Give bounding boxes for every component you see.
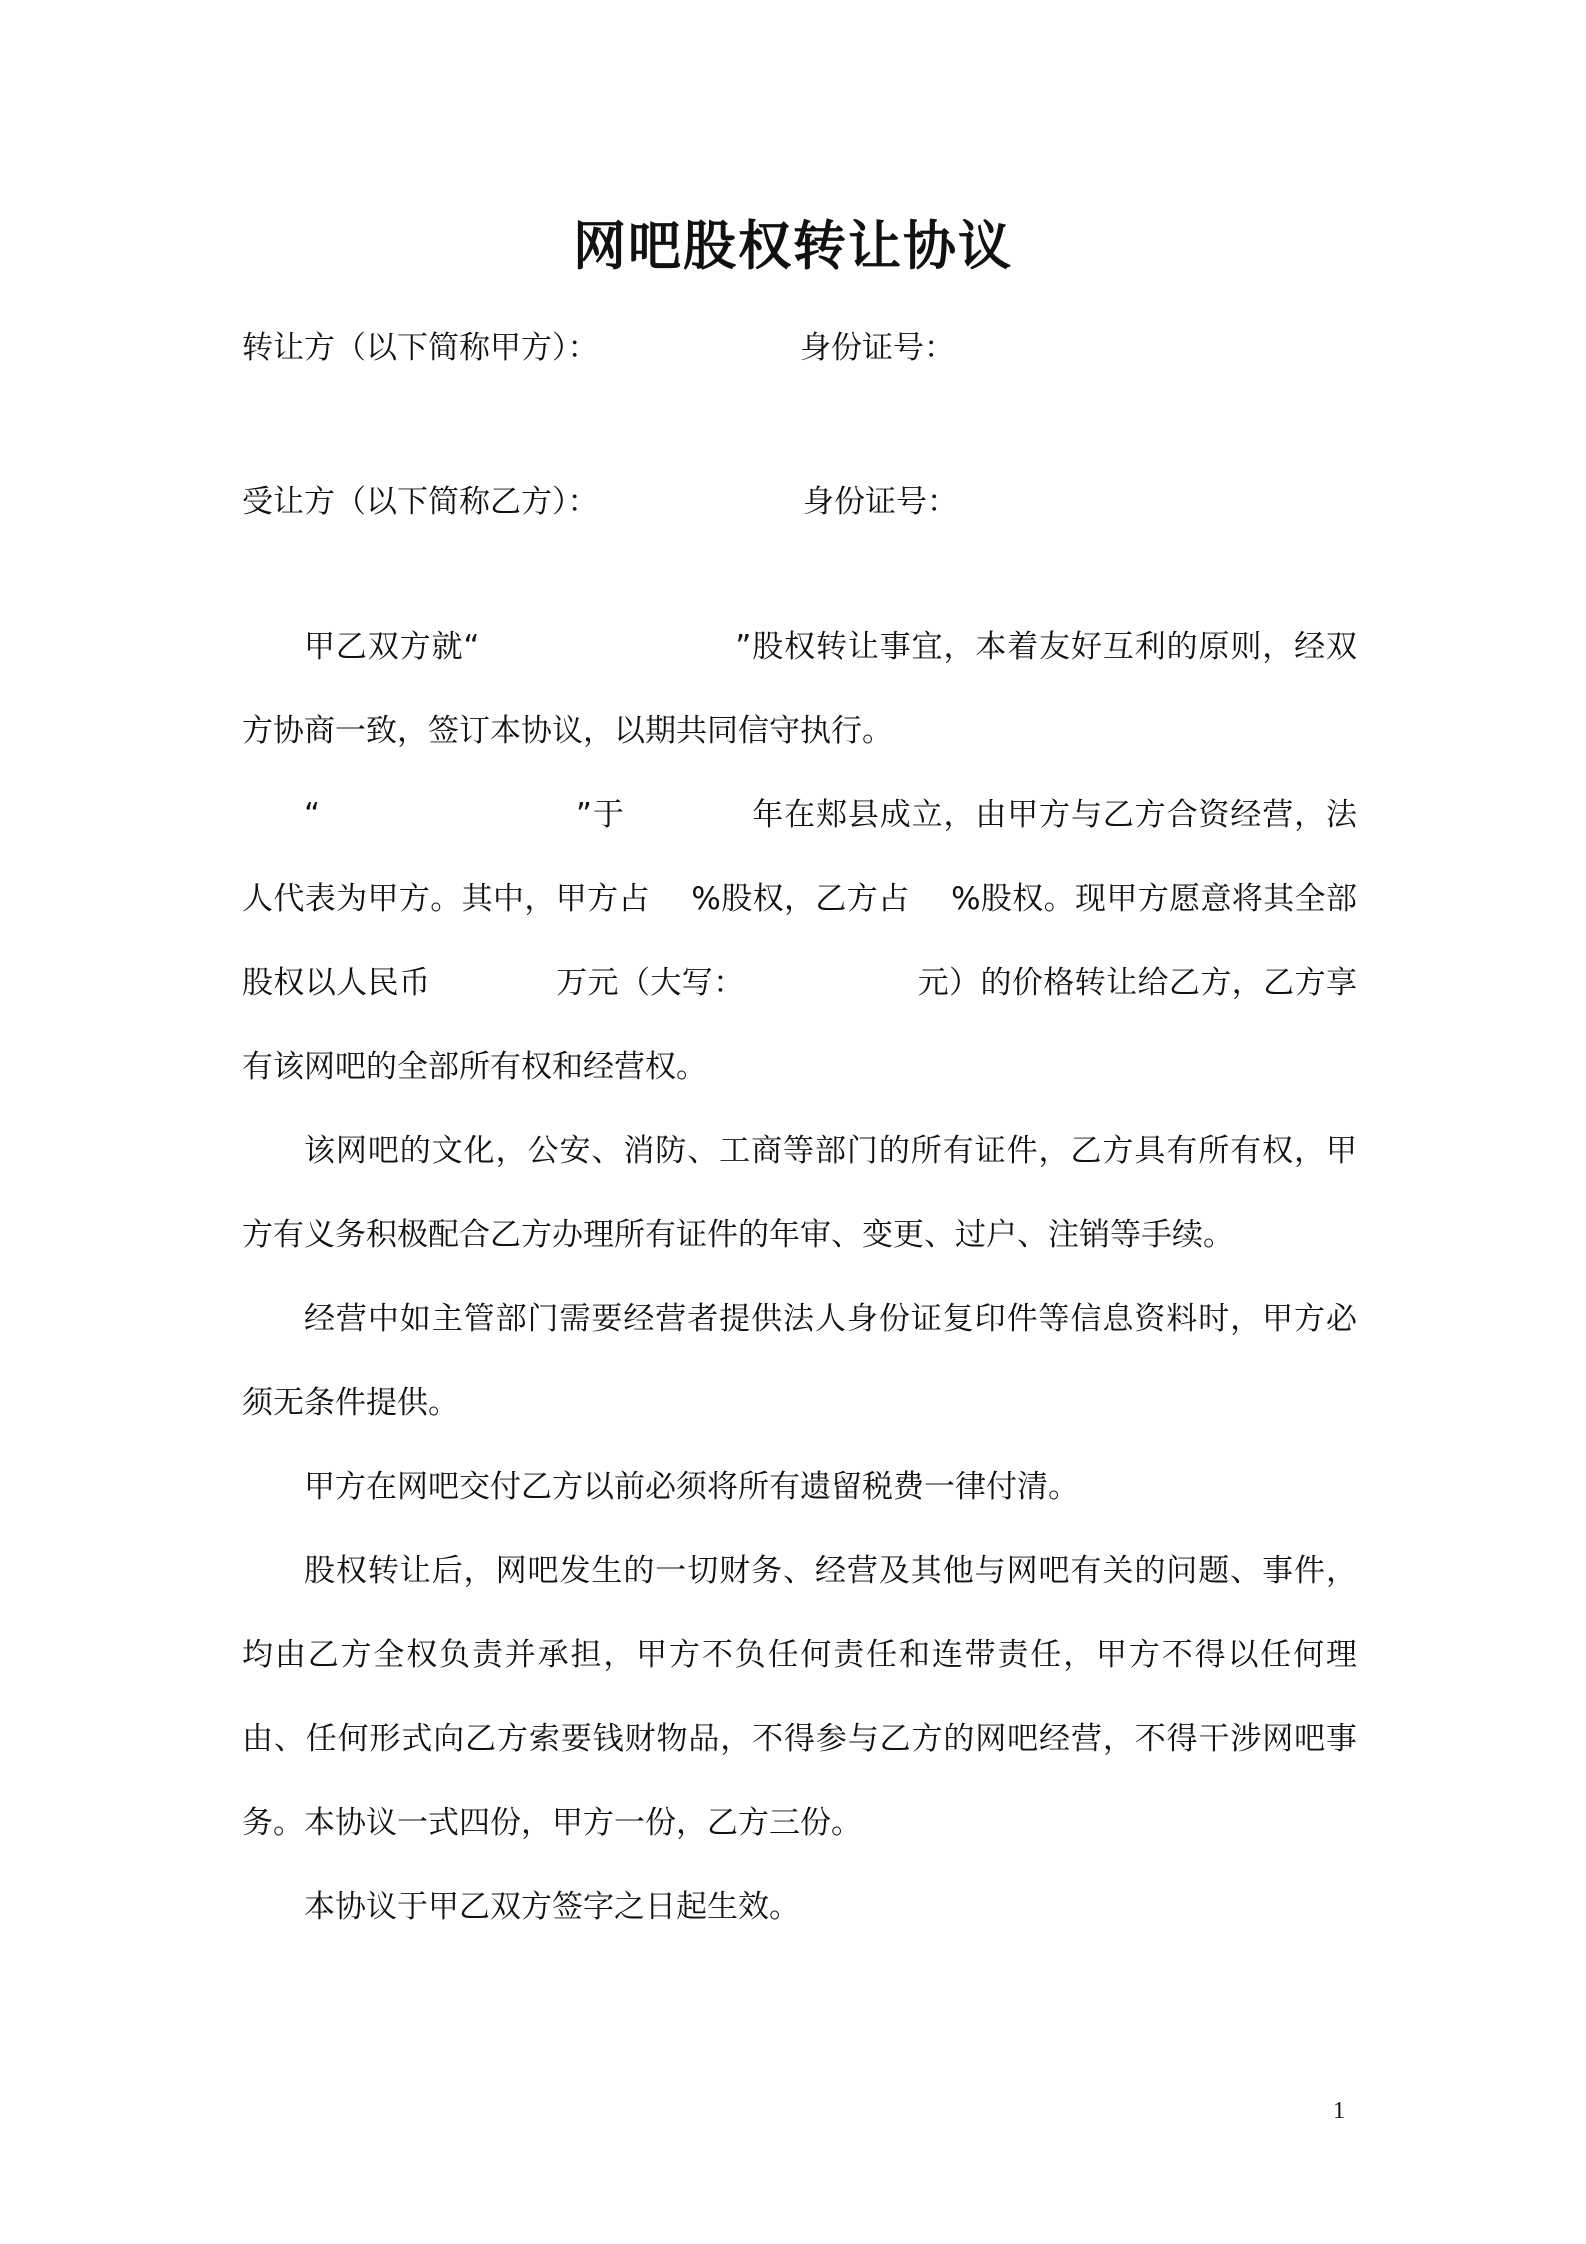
transferor-id-label: 身份证号： <box>800 330 955 366</box>
paragraph-intro: 甲乙双方就“ ”股权转让事宜，本着友好互利的原则，经双方协商一致，签订本协议，以期共同信守执行。 <box>242 629 1357 749</box>
transferee-label: 受让方（以下简称乙方）： <box>242 484 599 520</box>
paragraph-equity-price: “ ”于 年在郏县成立，由甲方与乙方合资经营，法人代表为甲方。其中，甲方占 %股权，乙方占 %股权。现甲方愿意将其全部股权以人民币 万元（大写： 元）的价格转让给乙方，乙方享有该网吧的全部所有权和经营权。 <box>242 797 1357 1085</box>
transferor-label: 转让方（以下简称甲方）： <box>242 330 599 366</box>
paragraph-copies: 本协议一式四份，甲方一份，乙方三份。 <box>304 1805 862 1841</box>
paragraph-liability: 股权转让后，网吧发生的一切财务、经营及其他与网吧有关的问题、事件，均由乙方全权负责并承担，甲方不负任何责任和连带责任，甲方不得以任何理由、任何形式向乙方索要钱财物品，不得参与乙方的网吧经营，不得干涉网吧事务。 <box>242 1553 1357 1841</box>
paragraph-licenses: 该网吧的文化，公安、消防、工商等部门的所有证件，乙方具有所有权，甲方有义务积极配合乙方办理所有证件的年审、变更、过户、注销等手续。 <box>242 1133 1357 1253</box>
paragraph-effective-date: 本协议于甲乙双方签字之日起生效。 <box>304 1889 800 1925</box>
paragraph-id-documents: 经营中如主管部门需要经营者提供法人身份证复印件等信息资料时，甲方必须无条件提供。 <box>242 1301 1357 1421</box>
document-title: 网吧股权转让协议 <box>573 216 1013 277</box>
paragraph-taxes: 甲方在网吧交付乙方以前必须将所有遗留税费一律付清。 <box>304 1469 1079 1505</box>
transferee-id-label: 身份证号： <box>803 484 958 520</box>
page-number: 1 <box>1333 2098 1345 2124</box>
